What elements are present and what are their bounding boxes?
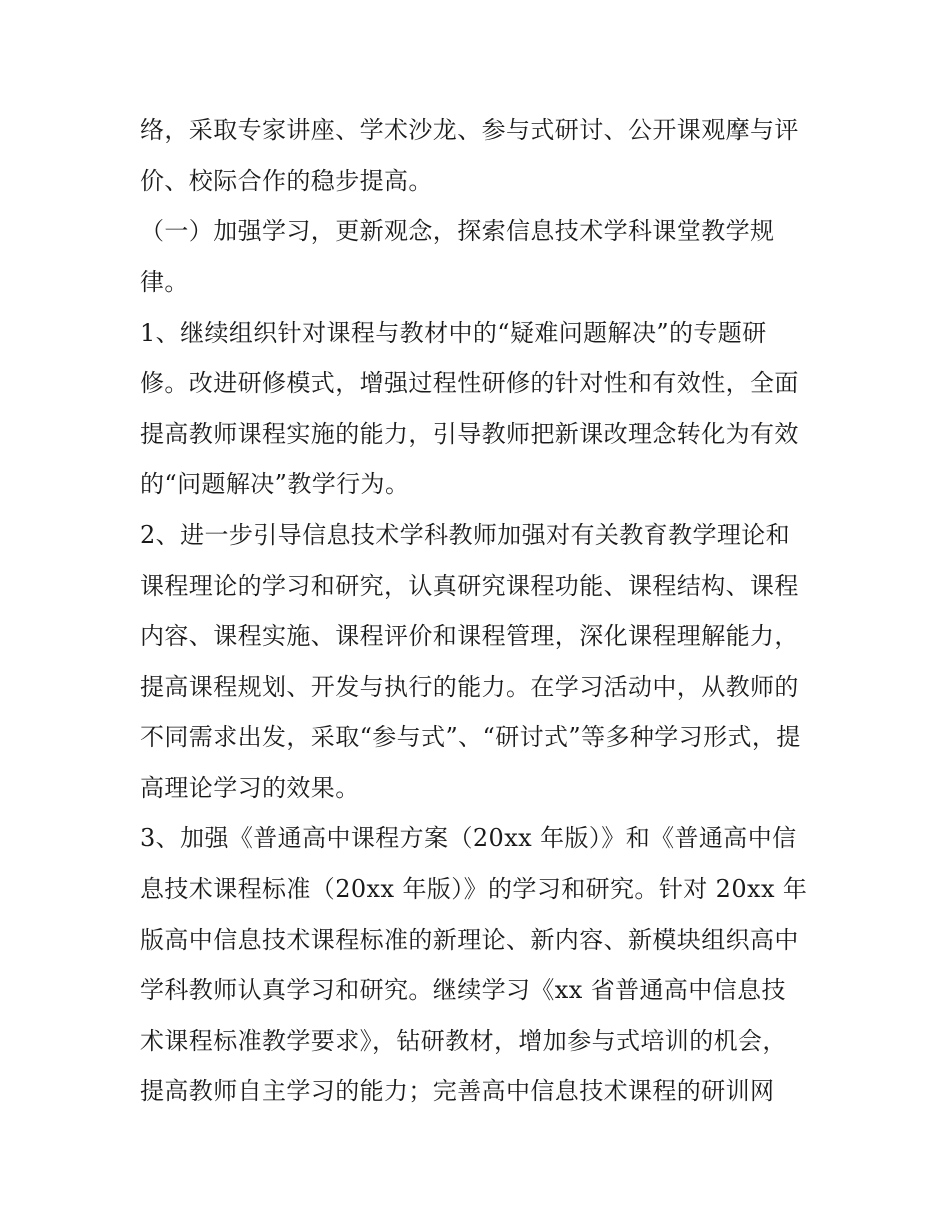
list-item-1: 1、继续组织针对课程与教材中的“疑难问题解决”的专题研 bbox=[140, 319, 767, 347]
text-line: 术课程标准教学要求》，钻研教材，增加参与式培训的机会， bbox=[140, 1027, 787, 1055]
text-line: 版高中信息技术课程标准的新理论、新内容、新模块组织高中 bbox=[140, 926, 799, 954]
text-line: 的“问题解决”教学行为。 bbox=[140, 470, 410, 498]
text-line: 息技术课程标准（20xx 年版）》的学习和研究。针对 20xx 年 bbox=[140, 875, 808, 903]
text-line: 提高教师自主学习的能力；完善高中信息技术课程的研训网 bbox=[140, 1077, 775, 1105]
text-line: 课程理论的学习和研究，认真研究课程功能、课程结构、课程 bbox=[140, 572, 799, 600]
text-line: 提高教师课程实施的能力，引导教师把新课改理念转化为有效 bbox=[140, 420, 799, 448]
text-line: 提高课程规划、开发与执行的能力。在学习活动中，从教师的 bbox=[140, 673, 799, 701]
text-line: 高理论学习的效果。 bbox=[140, 774, 360, 802]
text-line: 不同需求出发，采取“参与式”、“研讨式”等多种学习形式，提 bbox=[140, 723, 801, 751]
text-line: 络，采取专家讲座、学术沙龙、参与式研讨、公开课观摩与评 bbox=[140, 116, 799, 144]
text-line: 内容、课程实施、课程评价和课程管理，深化课程理解能力， bbox=[140, 622, 799, 650]
list-item-2: 2、进一步引导信息技术学科教师加强对有关教育教学理论和 bbox=[140, 521, 791, 549]
text-line: 律。 bbox=[140, 268, 189, 296]
section-heading: （一）加强学习，更新观念，探索信息技术学科课堂教学规 bbox=[140, 217, 775, 245]
text-line: 价、校际合作的稳步提高。 bbox=[140, 167, 433, 195]
text-line: 学科教师认真学习和研究。继续学习《xx 省普通高中信息技 bbox=[140, 976, 786, 1004]
text-line: 修。改进研修模式，增强过程性研修的针对性和有效性，全面 bbox=[140, 369, 799, 397]
list-item-3: 3、加强《普通高中课程方案（20xx 年版）》和《普通高中信 bbox=[140, 824, 797, 852]
